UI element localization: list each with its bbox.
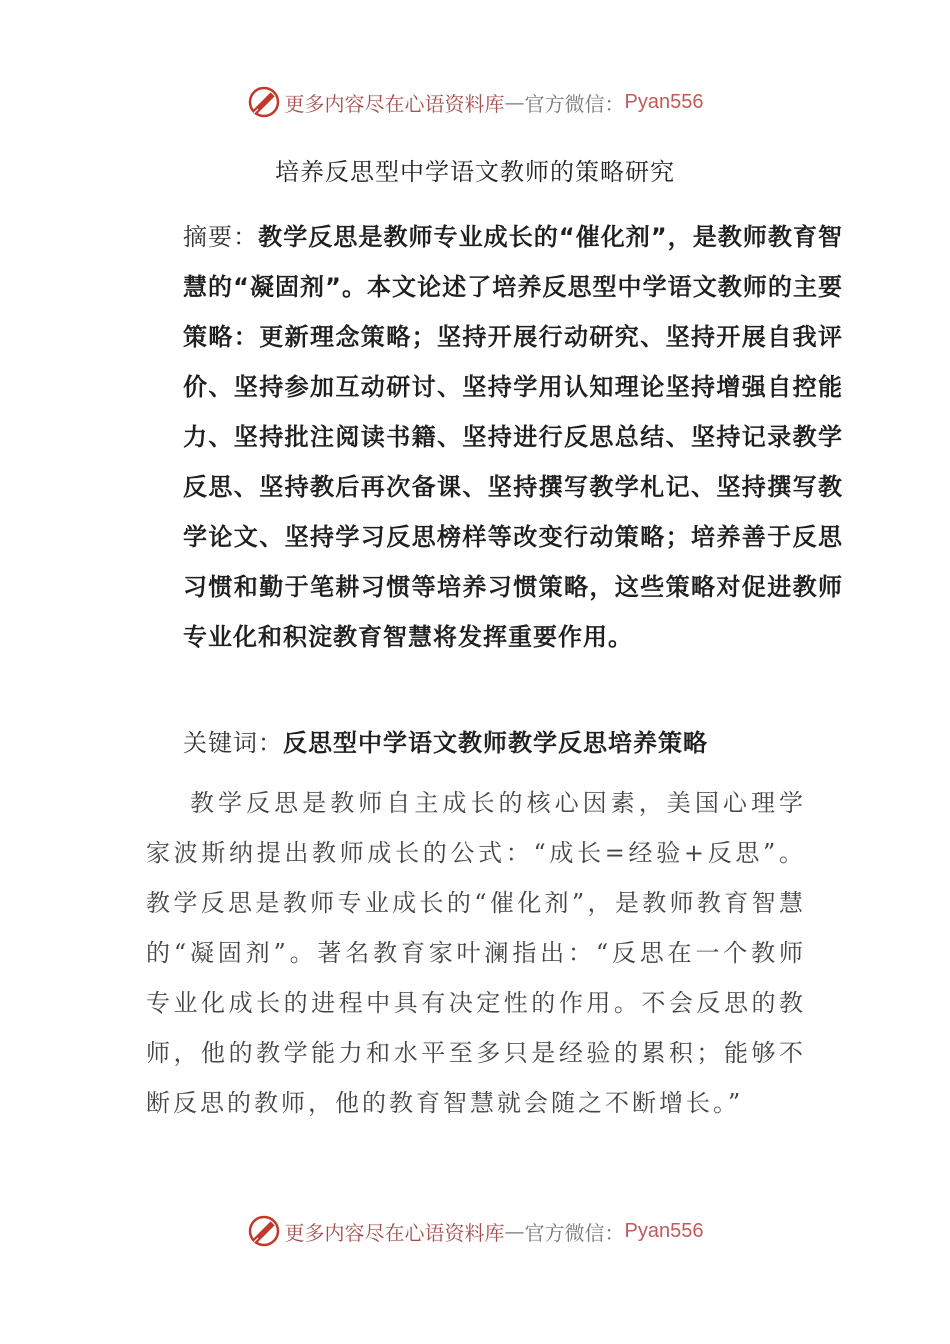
header-banner	[0, 82, 950, 122]
abstract-paragraph	[146, 212, 843, 662]
banner-contact-id: Pyan556	[624, 1219, 704, 1242]
keywords-label: 关键词：	[183, 729, 283, 757]
body-text: 教学反思是教师自主成长的核心因素，美国心理学家波斯纳提出教师成长的公式：“成长=经验+反思”。教学反思是教师专业成长的“催化剂”，是教师教育智慧的“凝固剂”。著名教育家叶澜指出：“反思在一个教师专业化成长的进程中具有决定性的作用。不会反思的教师，他的教学能力和水平至多只是经验的累积；能够不断反思的教师，他的教育智慧就会随之不断增长。”	[146, 789, 806, 1117]
banner-contact-id: Pyan556	[624, 90, 704, 113]
banner-contact-label: 官方微信：	[524, 1220, 625, 1245]
banner-main-text: 更多内容尽在心语资料库	[284, 91, 505, 116]
footer-banner	[0, 1211, 950, 1251]
abstract-label: 摘要：	[183, 223, 259, 251]
body-paragraph	[146, 778, 806, 1128]
banner-separator: —	[504, 90, 525, 114]
banner-main-text: 更多内容尽在心语资料库	[284, 1220, 505, 1245]
banner-separator: —	[504, 1219, 525, 1243]
document-title: 培养反思型中学语文教师的策略研究	[275, 158, 675, 186]
banner-contact-label: 官方微信：	[524, 91, 625, 116]
pen-logo-icon	[247, 1214, 281, 1248]
keywords-text: 反思型中学语文教师教学反思培养策略	[283, 729, 708, 757]
pen-logo-icon	[247, 85, 281, 119]
abstract-text: 教学反思是教师专业成长的“催化剂”，是教师教育智慧的“凝固剂”。本文论述了培养反思型中学语文教师的主要策略：更新理念策略；坚持开展行动研究、坚持开展自我评价、坚持参加互动研讨、坚持学用认知理论坚持增强自控能力、坚持批注阅读书籍、坚持进行反思总结、坚持记录教学反思、坚持教后再次备课、坚持撰写教学札记、坚持撰写教学论文、坚持学习反思榜样等改变行动策略；培养善于反思习惯和勤于笔耕习惯等培养习惯策略，这些策略对促进教师专业化和积淀教育智慧将发挥重要作用。	[183, 223, 844, 651]
keywords-line	[146, 718, 843, 768]
